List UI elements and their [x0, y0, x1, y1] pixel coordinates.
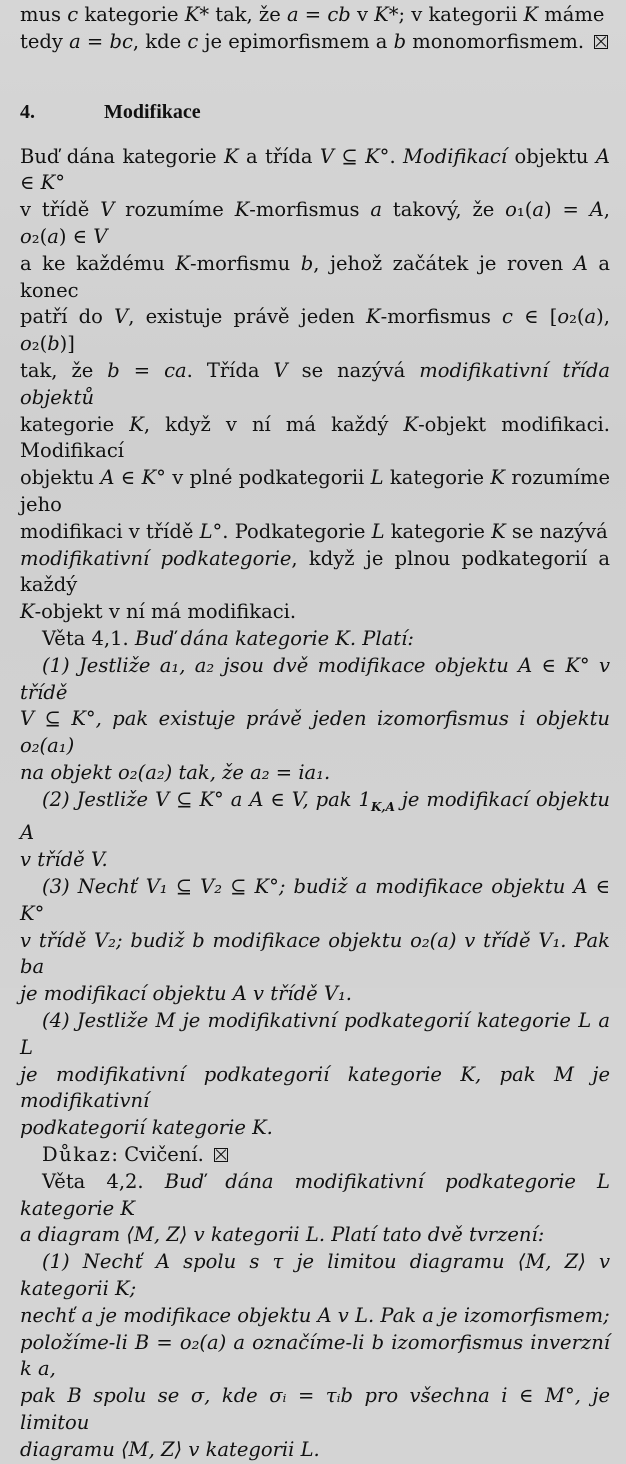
- text-line: je modifikativní podkategorií kategorie K, pak M je modifikativní: [20, 1062, 610, 1113]
- text-line: v třídě V rozumíme K-morfismus a takový, že o₁(a) = A, o₂(a) ∈ V: [20, 198, 610, 248]
- text-line: nechť a je modifikace objektu A v L. Pak a je izomorfismem;: [20, 1303, 610, 1327]
- qed-box-icon: [594, 35, 608, 49]
- text-line: objektu A ∈ K° v plné podkategorii L kategorie K rozumíme jeho: [20, 466, 610, 516]
- text-line: (1) Nechť A spolu s τ je limitou diagramu ⟨M, Z⟩ v kategorii K;: [20, 1250, 610, 1300]
- text-line: a ke každému K-morfismu b, jehož začátek je roven A a konec: [20, 251, 610, 302]
- section-heading: [20, 98, 610, 126]
- text-line: mus c kategorie K* tak, že a = cb v K*; v kategorii K máme: [20, 3, 605, 26]
- text-line: (3) Nechť V₁ ⊆ V₂ ⊆ K°; budiž a modifikace objektu A ∈ K°: [20, 875, 610, 925]
- theorem-4-1-item-2: [20, 787, 610, 874]
- text-line: na objekt o₂(a₂) tak, že a₂ = ia₁.: [20, 760, 331, 784]
- text-line: v třídě V₂; budiž b modifikace objektu o₂(a) v třídě V₁. Pak ba: [20, 928, 610, 979]
- continuation-paragraph: [20, 2, 610, 56]
- theorem-4-1-item-4: [20, 1008, 610, 1142]
- theorem-4-2-header: [20, 1169, 610, 1249]
- text-line: (4) Jestliže M je modifikativní podkategorií kategorie L a L: [20, 1008, 610, 1059]
- text-line: Věta 4,1. Buď dána kategorie K. Platí:: [42, 626, 414, 650]
- text-line: tedy a = bc, kde c je epimorfismem a b monomorfismem.: [20, 29, 585, 53]
- text-line: modifikativní podkategorie, když je plnou podkategorií a každý: [20, 546, 610, 597]
- text-line: v třídě V.: [20, 848, 108, 872]
- text-line: položíme-li B = o₂(a) a označíme-li b izomorfismus inverzní k a,: [20, 1330, 610, 1381]
- proof-line: [20, 1142, 610, 1169]
- text-line: Důkaz: Cvičení.: [42, 1142, 204, 1166]
- text-line: pak B spolu se σ, kde σᵢ = τᵢb pro všechna i ∈ M°, je limitou: [20, 1384, 610, 1434]
- theorem-4-1-item-1: [20, 653, 610, 787]
- text-line: a diagram ⟨M, Z⟩ v kategorii L. Platí tato dvě tvrzení:: [20, 1223, 545, 1247]
- text-line: K-objekt v ní má modifikaci.: [20, 600, 297, 624]
- definition-paragraph: [20, 144, 610, 626]
- text-line: kategorie K, když v ní má každý K-objekt modifikaci. Modifikací: [20, 412, 610, 463]
- theorem-4-1-header: [20, 626, 610, 653]
- text-line: je modifikací objektu A v třídě V₁.: [20, 982, 352, 1006]
- text-line: diagramu ⟨M, Z⟩ v kategorii L.: [20, 1437, 320, 1461]
- text-line: podkategorií kategorie K.: [20, 1116, 273, 1140]
- theorem-4-2-item-1: [20, 1249, 610, 1463]
- text-line: tak, že b = ca. Třída V se nazývá modifikativní třída objektů: [20, 358, 611, 409]
- text-line: patří do V, existuje právě jeden K-morfismus c ∈ [o₂(a), o₂(b)]: [20, 305, 610, 356]
- section-title: Modifikace: [104, 100, 201, 123]
- text-line: Věta 4,2. Buď dána modifikativní podkategorie L kategorie K: [20, 1169, 610, 1220]
- text-line: modifikaci v třídě L°. Podkategorie L kategorie K se nazývá: [20, 519, 608, 543]
- text-line: Buď dána kategorie K a třída V ⊆ K°. Modifikací objektu A ∈ K°: [20, 144, 610, 195]
- spacer: [20, 126, 610, 144]
- text-line: (1) Jestliže a₁, a₂ jsou dvě modifikace objektu A ∈ K° v třídě: [20, 653, 610, 704]
- text-line: V ⊆ K°, pak existuje právě jeden izomorfismus i objektu o₂(a₁): [20, 707, 610, 758]
- section-number: 4.: [20, 100, 35, 123]
- text-line: (2) Jestliže V ⊆ K° a A ∈ V, pak $1_{K,A}$ je modifikací objektu A: [20, 787, 610, 845]
- qed-box-icon: [214, 1148, 228, 1162]
